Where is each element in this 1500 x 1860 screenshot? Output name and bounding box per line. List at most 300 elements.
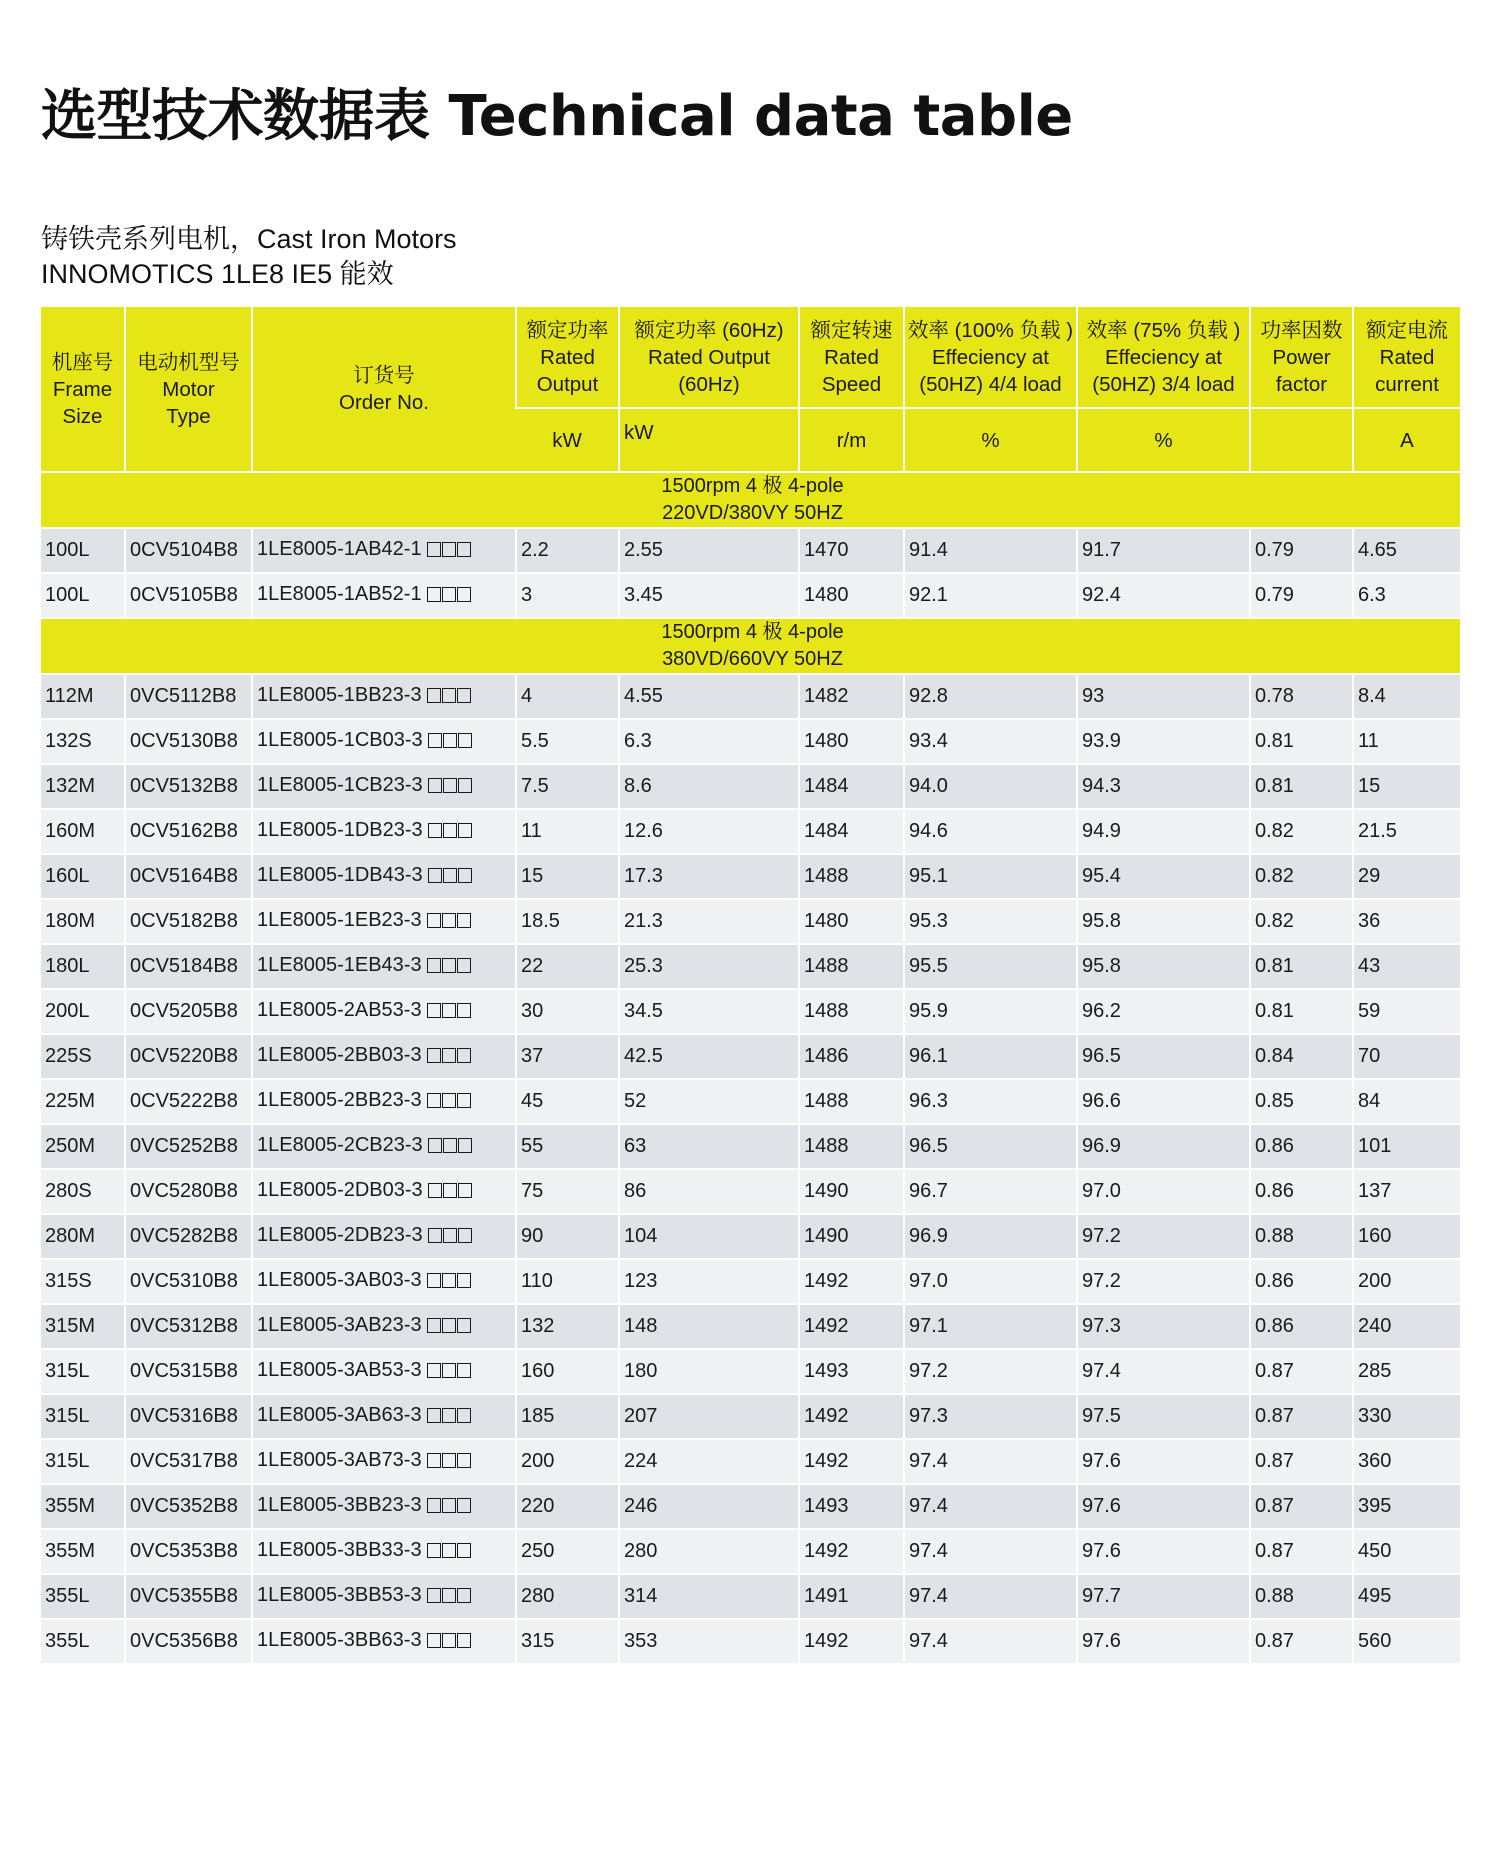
cell-order-no-value: 1LE8005-1DB23-3: [257, 819, 423, 841]
option-box-icon: [427, 1318, 441, 1333]
cell-rated-current: [1353, 854, 1460, 899]
cell-rated-output-value: 37: [521, 1045, 544, 1067]
cell-efficiency-100: [904, 1304, 1077, 1349]
cell-rated-output: [516, 573, 619, 618]
option-box-icon: [443, 778, 457, 793]
cell-rated-current-value: 36: [1358, 910, 1381, 932]
cell-motor-type-value: 0VC5312B8: [130, 1315, 238, 1337]
cell-rated-speed: [799, 674, 904, 719]
option-box-icon: [458, 868, 472, 883]
cell-motor-type-value: 0VC5315B8: [130, 1360, 238, 1382]
cell-frame-size-value: 112M: [45, 685, 94, 707]
cell-rated-speed: [799, 1214, 904, 1259]
table-row: [41, 1439, 1460, 1484]
cell-frame-size: [41, 1574, 125, 1619]
cell-frame-size-value: 100L: [45, 539, 90, 561]
cell-rated-current-value: 11: [1358, 730, 1379, 752]
cell-rated-speed-value: 1484: [804, 820, 849, 842]
cell-efficiency-100-value: 97.2: [909, 1360, 948, 1382]
cell-rated-output-60hz-value: 21.3: [624, 910, 663, 932]
cell-rated-output-value: 2.2: [521, 539, 549, 561]
cell-rated-output-60hz-value: 86: [624, 1180, 647, 1202]
option-box-icon: [443, 1228, 457, 1243]
header-order-no-en1: Order No.: [339, 391, 429, 414]
table-row: [41, 1304, 1460, 1349]
cell-power-factor: [1250, 1079, 1353, 1124]
cell-rated-output-value: 15: [521, 865, 544, 887]
header-rated-speed-en1: Rated: [824, 345, 879, 369]
option-box-icon: [458, 1183, 472, 1198]
cell-efficiency-75-value: 96.5: [1082, 1045, 1121, 1067]
cell-rated-speed: [799, 1034, 904, 1079]
cell-rated-output: [516, 1349, 619, 1394]
option-box-icon: [442, 1363, 456, 1378]
cell-rated-speed-value: 1492: [804, 1270, 849, 1292]
cell-frame-size: [41, 674, 125, 719]
option-box-icon: [443, 733, 457, 748]
cell-order-no-value: 1LE8005-3AB03-3: [257, 1269, 422, 1291]
header-rated-output-en1: Rated: [540, 345, 595, 369]
cell-rated-output-value: 5.5: [521, 730, 549, 752]
option-box-icon: [428, 823, 442, 838]
cell-frame-size-value: 132S: [45, 730, 92, 752]
cell-rated-output: [516, 719, 619, 764]
section-heading-line-1: 1500rpm 4 极 4-pole: [661, 621, 844, 643]
cell-power-factor: [1250, 1214, 1353, 1259]
cell-frame-size: [41, 899, 125, 944]
cell-efficiency-75: [1077, 1169, 1250, 1214]
cell-motor-type: [125, 1034, 252, 1079]
cell-frame-size: [41, 719, 125, 764]
cell-efficiency-100-value: 93.4: [909, 730, 948, 752]
cell-rated-output: [516, 1124, 619, 1169]
cell-rated-output: [516, 1394, 619, 1439]
header-row: [41, 307, 1460, 408]
cell-rated-speed-value: 1480: [804, 730, 849, 752]
cell-order-no-value: 1LE8005-2BB23-3: [257, 1089, 422, 1111]
option-code-boxes: [428, 1181, 473, 1204]
cell-power-factor: [1250, 899, 1353, 944]
cell-rated-output-60hz: [619, 719, 799, 764]
cell-motor-type: [125, 989, 252, 1034]
cell-rated-current: [1353, 764, 1460, 809]
option-box-icon: [458, 1228, 472, 1243]
option-code-boxes: [427, 1406, 472, 1429]
cell-motor-type-value: 0VC5112B8: [130, 685, 237, 707]
cell-motor-type: [125, 1529, 252, 1574]
option-box-icon: [443, 868, 457, 883]
cell-rated-output-value: 315: [521, 1630, 555, 1652]
cell-order-no: [252, 899, 516, 944]
cell-rated-speed: [799, 1484, 904, 1529]
unit-rated-output: kW: [516, 408, 619, 472]
cell-rated-output: [516, 1214, 619, 1259]
cell-order-no: [252, 528, 516, 573]
cell-order-no-value: 1LE8005-3BB63-3: [257, 1629, 422, 1651]
option-box-icon: [457, 1003, 471, 1018]
cell-motor-type: [125, 1304, 252, 1349]
cell-efficiency-100-value: 95.3: [909, 910, 948, 932]
option-box-icon: [427, 1363, 441, 1378]
cell-rated-current-value: 43: [1358, 955, 1381, 977]
cell-rated-output-60hz-value: 8.6: [624, 775, 652, 797]
cell-rated-current: [1353, 989, 1460, 1034]
cell-rated-speed-value: 1482: [804, 685, 849, 707]
cell-rated-output: [516, 854, 619, 899]
option-box-icon: [443, 1183, 457, 1198]
table-row: [41, 1394, 1460, 1439]
cell-rated-output-60hz: [619, 764, 799, 809]
cell-rated-output-value: 185: [521, 1405, 555, 1427]
cell-motor-type: [125, 1619, 252, 1664]
option-code-boxes: [428, 821, 473, 844]
cell-rated-output-60hz-value: 25.3: [624, 955, 663, 977]
option-box-icon: [442, 1588, 456, 1603]
cell-motor-type-value: 0CV5184B8: [130, 955, 238, 977]
cell-power-factor-value: 0.79: [1255, 584, 1294, 606]
cell-motor-type-value: 0VC5355B8: [130, 1585, 238, 1607]
cell-power-factor-value: 0.81: [1255, 1000, 1294, 1022]
cell-rated-speed: [799, 899, 904, 944]
cell-order-no-value: 1LE8005-1AB52-1: [257, 583, 422, 605]
option-box-icon: [427, 1633, 441, 1648]
cell-efficiency-75-value: 94.3: [1082, 775, 1121, 797]
cell-motor-type: [125, 1169, 252, 1214]
option-box-icon: [427, 1003, 441, 1018]
cell-frame-size-value: 355L: [45, 1630, 90, 1652]
cell-frame-size: [41, 1394, 125, 1439]
option-box-icon: [458, 733, 472, 748]
cell-rated-output: [516, 1304, 619, 1349]
cell-motor-type-value: 0CV5220B8: [130, 1045, 238, 1067]
header-rated-output-en2: Output: [536, 372, 599, 396]
cell-motor-type-value: 0VC5352B8: [130, 1495, 238, 1517]
section-row: [41, 472, 1460, 528]
cell-efficiency-100-value: 92.8: [909, 685, 948, 707]
cell-frame-size-value: 315S: [45, 1270, 92, 1292]
cell-frame-size: [41, 989, 125, 1034]
cell-rated-speed-value: 1490: [804, 1225, 849, 1247]
cell-motor-type: [125, 1259, 252, 1304]
cell-rated-output-60hz: [619, 1394, 799, 1439]
cell-power-factor-value: 0.88: [1255, 1585, 1294, 1607]
cell-rated-speed-value: 1488: [804, 1090, 849, 1112]
option-box-icon: [442, 1003, 456, 1018]
cell-order-no-value: 1LE8005-3AB53-3: [257, 1359, 422, 1381]
cell-efficiency-75: [1077, 1034, 1250, 1079]
cell-rated-current-value: 200: [1358, 1270, 1392, 1292]
table-row: [41, 899, 1460, 944]
cell-efficiency-100-value: 94.0: [909, 775, 948, 797]
cell-rated-output-value: 220: [521, 1495, 555, 1517]
table-row: [41, 944, 1460, 989]
option-box-icon: [457, 1633, 471, 1648]
table-body: [41, 472, 1460, 1664]
header-rated-output-60hz-en2: (60Hz): [678, 372, 740, 396]
option-box-icon: [427, 1273, 441, 1288]
cell-power-factor-value: 0.85: [1255, 1090, 1294, 1112]
cell-efficiency-75: [1077, 719, 1250, 764]
cell-order-no: [252, 573, 516, 618]
header-power-factor-en1: Power: [1272, 345, 1331, 369]
cell-order-no-value: 1LE8005-1CB03-3: [257, 729, 423, 751]
subtitle-line-1: 铸铁壳系列电机，Cast Iron Motors: [41, 224, 457, 254]
cell-rated-output-value: 75: [521, 1180, 544, 1202]
option-box-icon: [442, 958, 456, 973]
cell-rated-current: [1353, 1349, 1460, 1394]
option-box-icon: [458, 1138, 472, 1153]
cell-rated-output-60hz-value: 4.55: [624, 685, 663, 707]
cell-efficiency-75-value: 97.7: [1082, 1585, 1121, 1607]
cell-rated-current-value: 450: [1358, 1540, 1392, 1562]
option-box-icon: [442, 688, 456, 703]
cell-efficiency-75-value: 93.9: [1082, 730, 1121, 752]
cell-rated-output-60hz-value: 63: [624, 1135, 647, 1157]
section-heading-line-1: 1500rpm 4 极 4-pole: [661, 475, 844, 497]
cell-efficiency-75: [1077, 1349, 1250, 1394]
option-box-icon: [457, 1048, 471, 1063]
cell-efficiency-75-value: 94.9: [1082, 820, 1121, 842]
table-row: [41, 1079, 1460, 1124]
cell-frame-size-value: 160M: [45, 820, 96, 842]
cell-rated-current-value: 4.65: [1358, 539, 1397, 561]
cell-rated-output-60hz: [619, 809, 799, 854]
cell-rated-output-60hz: [619, 1619, 799, 1664]
cell-efficiency-75: [1077, 1124, 1250, 1169]
cell-order-no-value: 1LE8005-1DB43-3: [257, 864, 423, 886]
header-power-factor: [1250, 307, 1353, 408]
cell-power-factor-value: 0.86: [1255, 1180, 1294, 1202]
cell-frame-size-value: 315L: [45, 1405, 90, 1427]
cell-efficiency-75: [1077, 1484, 1250, 1529]
cell-rated-output-value: 18.5: [521, 910, 560, 932]
cell-efficiency-100: [904, 1439, 1077, 1484]
cell-rated-current-value: 560: [1358, 1630, 1392, 1652]
cell-order-no: [252, 1439, 516, 1484]
cell-efficiency-100-value: 95.5: [909, 955, 948, 977]
cell-rated-current: [1353, 944, 1460, 989]
cell-order-no: [252, 674, 516, 719]
option-box-icon: [427, 1453, 441, 1468]
cell-power-factor-value: 0.87: [1255, 1360, 1294, 1382]
cell-order-no-value: 1LE8005-3BB33-3: [257, 1539, 422, 1561]
cell-efficiency-100: [904, 719, 1077, 764]
header-rated-output-60hz: [619, 307, 799, 408]
header-rated-speed-en2: Speed: [821, 372, 882, 396]
cell-rated-speed: [799, 809, 904, 854]
cell-rated-current-value: 330: [1358, 1405, 1392, 1427]
cell-rated-speed: [799, 1529, 904, 1574]
table-row: [41, 854, 1460, 899]
cell-motor-type: [125, 809, 252, 854]
header-rated-current-zh: 额定电流: [1366, 318, 1448, 342]
cell-rated-output: [516, 899, 619, 944]
cell-efficiency-75-value: 95.4: [1082, 865, 1121, 887]
cell-rated-output-60hz-value: 12.6: [624, 820, 663, 842]
cell-rated-output-value: 160: [521, 1360, 555, 1382]
cell-rated-current: [1353, 1574, 1460, 1619]
section-heading-line-2: 380VD/660VY 50HZ: [662, 648, 843, 670]
cell-power-factor-value: 0.87: [1255, 1630, 1294, 1652]
cell-order-no: [252, 1034, 516, 1079]
option-box-icon: [427, 1498, 441, 1513]
cell-efficiency-100-value: 96.5: [909, 1135, 948, 1157]
cell-rated-speed: [799, 573, 904, 618]
cell-rated-speed-value: 1492: [804, 1405, 849, 1427]
option-code-boxes: [428, 731, 473, 754]
option-box-icon: [442, 1273, 456, 1288]
option-box-icon: [428, 1183, 442, 1198]
header-frame-size-zh: 机座号: [51, 350, 114, 374]
header-order-no-zh: 订货号: [353, 364, 415, 387]
cell-order-no: [252, 1259, 516, 1304]
option-box-icon: [428, 1228, 442, 1243]
cell-rated-output-60hz: [619, 1169, 799, 1214]
cell-rated-current-value: 15: [1358, 775, 1381, 797]
cell-rated-current-value: 395: [1358, 1495, 1392, 1517]
header-frame-size-en2: Size: [62, 404, 103, 428]
cell-rated-output: [516, 1034, 619, 1079]
cell-rated-output-60hz-value: 148: [624, 1315, 658, 1337]
option-code-boxes: [428, 776, 473, 799]
cell-power-factor: [1250, 1529, 1353, 1574]
unit-rated-speed: r/m: [799, 408, 904, 472]
cell-frame-size: [41, 1259, 125, 1304]
cell-rated-output-60hz-value: 3.45: [624, 584, 663, 606]
cell-order-no-value: 1LE8005-3AB63-3: [257, 1404, 422, 1426]
cell-frame-size: [41, 1124, 125, 1169]
cell-rated-output-value: 7.5: [521, 775, 549, 797]
technical-data-table: [41, 307, 1460, 1665]
cell-rated-output-60hz-value: 207: [624, 1405, 658, 1427]
cell-frame-size: [41, 1169, 125, 1214]
cell-efficiency-75-value: 95.8: [1082, 955, 1121, 977]
cell-rated-output-60hz-value: 180: [624, 1360, 658, 1382]
cell-rated-output: [516, 944, 619, 989]
option-box-icon: [427, 913, 441, 928]
cell-order-no: [252, 1529, 516, 1574]
cell-rated-current-value: 160: [1358, 1225, 1392, 1247]
cell-efficiency-75: [1077, 1259, 1250, 1304]
cell-power-factor: [1250, 1124, 1353, 1169]
cell-frame-size: [41, 528, 125, 573]
header-efficiency-100-en2: (50HZ) 4/4 load: [919, 372, 1062, 396]
cell-power-factor: [1250, 809, 1353, 854]
cell-frame-size: [41, 1439, 125, 1484]
cell-order-no: [252, 719, 516, 764]
option-code-boxes: [427, 1001, 472, 1024]
cell-rated-output-60hz-value: 2.55: [624, 539, 663, 561]
cell-frame-size: [41, 1079, 125, 1124]
option-code-boxes: [427, 911, 472, 934]
cell-power-factor: [1250, 854, 1353, 899]
option-box-icon: [428, 868, 442, 883]
table-row: [41, 1574, 1460, 1619]
cell-rated-output-60hz: [619, 1484, 799, 1529]
header-motor-type: [125, 307, 252, 472]
cell-power-factor: [1250, 764, 1353, 809]
cell-power-factor: [1250, 1169, 1353, 1214]
option-code-boxes: [427, 1361, 472, 1384]
header-rated-output-zh: 额定功率: [526, 318, 609, 342]
header-motor-type-zh: 电动机型号: [137, 350, 240, 374]
cell-power-factor: [1250, 674, 1353, 719]
cell-order-no-value: 1LE8005-1EB23-3: [257, 909, 422, 931]
cell-order-no: [252, 1394, 516, 1439]
cell-rated-output-60hz-value: 280: [624, 1540, 658, 1562]
header-efficiency-100-zh: 效率 (100% 负载 ): [907, 318, 1074, 342]
option-code-boxes: [427, 1586, 472, 1609]
cell-rated-output-60hz: [619, 1529, 799, 1574]
cell-motor-type-value: 0VC5353B8: [130, 1540, 238, 1562]
cell-rated-output-value: 22: [521, 955, 544, 977]
cell-efficiency-75: [1077, 573, 1250, 618]
option-box-icon: [442, 587, 456, 602]
cell-efficiency-100-value: 96.3: [909, 1090, 948, 1112]
section-heading: [41, 472, 1460, 528]
header-rated-output: [516, 307, 619, 408]
cell-efficiency-75: [1077, 809, 1250, 854]
cell-rated-output-60hz: [619, 1574, 799, 1619]
cell-efficiency-100-value: 96.7: [909, 1180, 948, 1202]
cell-rated-speed-value: 1488: [804, 1135, 849, 1157]
cell-frame-size: [41, 809, 125, 854]
cell-rated-output: [516, 1484, 619, 1529]
option-code-boxes: [427, 1541, 472, 1564]
cell-power-factor: [1250, 1484, 1353, 1529]
cell-rated-current-value: 360: [1358, 1450, 1392, 1472]
cell-rated-speed: [799, 1574, 904, 1619]
cell-rated-current: [1353, 674, 1460, 719]
cell-rated-current-value: 59: [1358, 1000, 1381, 1022]
cell-rated-speed: [799, 854, 904, 899]
cell-rated-output-60hz: [619, 1259, 799, 1304]
cell-order-no: [252, 1079, 516, 1124]
cell-power-factor: [1250, 1034, 1353, 1079]
option-box-icon: [458, 778, 472, 793]
cell-order-no-value: 1LE8005-2AB53-3: [257, 999, 422, 1021]
header-frame-size-en1: Frame: [52, 377, 113, 401]
cell-rated-current-value: 6.3: [1358, 584, 1386, 606]
cell-rated-speed: [799, 1124, 904, 1169]
cell-rated-output-60hz: [619, 674, 799, 719]
header-efficiency-100: [904, 307, 1077, 408]
option-box-icon: [442, 1048, 456, 1063]
cell-rated-output-60hz-value: 17.3: [624, 865, 663, 887]
cell-rated-speed: [799, 1169, 904, 1214]
header-rated-current: [1353, 307, 1460, 408]
cell-power-factor: [1250, 1394, 1353, 1439]
cell-frame-size-value: 200L: [45, 1000, 90, 1022]
option-box-icon: [443, 823, 457, 838]
cell-rated-speed-value: 1480: [804, 584, 849, 606]
cell-efficiency-100: [904, 1574, 1077, 1619]
cell-frame-size-value: 280S: [45, 1180, 92, 1202]
cell-rated-current: [1353, 1124, 1460, 1169]
cell-order-no-value: 1LE8005-1EB43-3: [257, 954, 422, 976]
option-code-boxes: [427, 1046, 472, 1069]
cell-power-factor: [1250, 1304, 1353, 1349]
cell-motor-type-value: 0CV5182B8: [130, 910, 238, 932]
cell-rated-speed: [799, 1079, 904, 1124]
option-box-icon: [428, 778, 442, 793]
option-box-icon: [427, 958, 441, 973]
option-box-icon: [442, 1318, 456, 1333]
option-box-icon: [442, 1543, 456, 1558]
cell-power-factor-value: 0.78: [1255, 685, 1294, 707]
cell-efficiency-100-value: 96.9: [909, 1225, 948, 1247]
cell-power-factor-value: 0.82: [1255, 910, 1294, 932]
